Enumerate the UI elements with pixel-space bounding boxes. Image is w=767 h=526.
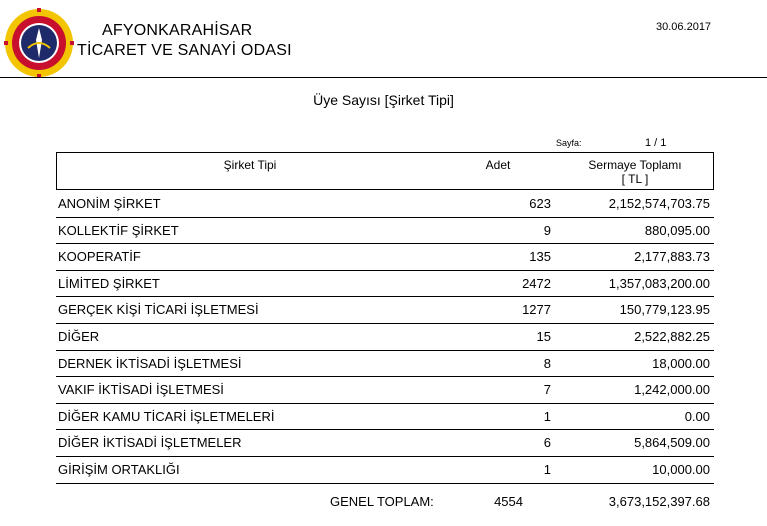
row-capital: 880,095.00 <box>644 222 710 238</box>
row-capital: 0.00 <box>684 408 710 424</box>
row-capital: 10,000.00 <box>652 462 710 477</box>
column-header-count: Adet <box>485 158 511 172</box>
table-row <box>56 271 714 298</box>
row-type: ANONİM ŞİRKET <box>58 196 161 211</box>
row-count: 1 <box>543 462 551 477</box>
row-count: 623 <box>529 196 551 211</box>
total-label: GENEL TOPLAM: <box>330 494 434 509</box>
org-name-line1: AFYONKARAHİSAR <box>102 22 253 39</box>
column-header-type: Şirket Tipi <box>223 158 277 172</box>
row-count: 7 <box>543 382 551 398</box>
table-row <box>56 191 714 218</box>
row-count: 6 <box>543 435 551 451</box>
total-count: 4554 <box>494 494 523 509</box>
row-count: 1277 <box>522 302 551 318</box>
column-header-capital-line1: Sermaye Toplamı <box>588 158 682 172</box>
page-label: Sayfa: <box>556 138 582 148</box>
header-divider <box>0 77 767 78</box>
table-row <box>56 244 714 271</box>
table-row <box>56 324 714 351</box>
row-type: DİĞER İKTİSADİ İŞLETMELER <box>58 435 242 451</box>
report-title: Üye Sayısı [Şirket Tipi] <box>313 92 454 108</box>
row-type: GİRİŞİM ORTAKLIĞI <box>58 462 180 477</box>
total-capital: 3,673,152,397.68 <box>608 494 710 509</box>
row-capital: 18,000.00 <box>652 355 710 371</box>
row-count: 1 <box>543 408 551 424</box>
row-type: DERNEK İKTİSADİ İŞLETMESİ <box>58 355 242 371</box>
row-count: 9 <box>543 222 551 238</box>
table-row <box>56 457 714 484</box>
page-number: 1 / 1 <box>645 137 667 149</box>
row-type: DİĞER <box>58 329 100 344</box>
column-header-capital-line2: [ TL ] <box>621 172 649 186</box>
row-capital: 5,864,509.00 <box>634 435 710 451</box>
table-row <box>56 430 714 457</box>
table-row <box>56 351 714 378</box>
row-count: 8 <box>543 355 551 371</box>
row-capital: 2,152,574,703.75 <box>608 196 710 211</box>
row-count: 135 <box>529 249 551 265</box>
row-capital: 2,177,883.73 <box>634 249 710 265</box>
table-row <box>56 297 714 324</box>
row-capital: 150,779,123.95 <box>619 302 710 318</box>
org-name-line2: TİCARET VE SANAYİ ODASI <box>77 42 292 59</box>
chamber-seal-logo <box>4 8 74 78</box>
row-type: LİMİTED ŞİRKET <box>58 275 160 291</box>
row-capital: 1,357,083,200.00 <box>608 275 710 291</box>
column-header-capital <box>560 158 710 186</box>
row-capital: 1,242,000.00 <box>634 382 710 398</box>
row-capital: 2,522,882.25 <box>634 329 710 344</box>
row-type: KOOPERATİF <box>58 249 141 265</box>
row-count: 15 <box>536 329 551 344</box>
table-row <box>56 404 714 431</box>
row-type: VAKIF İKTİSADİ İŞLETMESİ <box>58 382 224 398</box>
row-type: DİĞER KAMU TİCARİ İŞLETMELERİ <box>58 408 275 424</box>
row-count: 2472 <box>522 275 551 291</box>
table-row <box>56 218 714 245</box>
report-date: 30.06.2017 <box>656 21 712 33</box>
row-type: GERÇEK KİŞİ TİCARİ İŞLETMESİ <box>58 302 259 318</box>
row-type: KOLLEKTİF ŞİRKET <box>58 222 179 238</box>
table-row <box>56 377 714 404</box>
